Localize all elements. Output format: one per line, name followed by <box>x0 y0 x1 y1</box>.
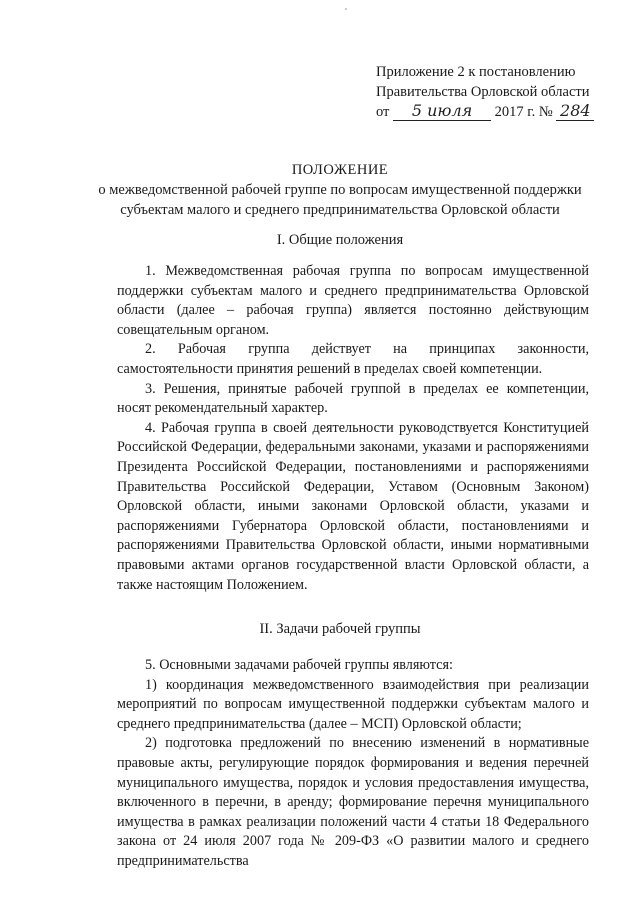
section1-heading: I. Общие положения <box>276 232 404 248</box>
paragraph-3: 3. Решения, принятые рабочей группой в пределах ее компетенции, носят рекомендательный характер. <box>117 380 589 417</box>
scan-speck <box>345 8 347 10</box>
section2-body <box>117 656 589 872</box>
title-heading: ПОЛОЖЕНИЕ <box>291 162 389 178</box>
appendix-year: 2017 г. № <box>494 104 553 120</box>
handwritten-date: 5 июля <box>393 103 491 121</box>
appendix-from: от <box>376 104 390 120</box>
list-item-2: 2) подготовка предложений по внесению изменений в нормативные правовые акты, регулирующие порядок формирования и ведения перечней муниципального имущества, порядок и условия предоставления имущества, включенного в перечни, в аренду; формирование перечня муниципального имущества в рамках реализации положений части 4 статьи 18 Федерального закона от 24 июля 2007 года № 209-ФЗ «О развитии малого и среднего предпринимательства <box>117 735 589 869</box>
paragraph-1: 1. Межведомственная рабочая группа по вопросам имущественной поддержки субъектам малого и среднего предпринимательства Орловской области (далее – рабочая группа) является постоянно действующим совещательным органом. <box>117 263 589 338</box>
document-title <box>80 160 600 220</box>
list-item-1: 1) координация межведомственного взаимодействия при реализации мероприятий по вопросам имущественной поддержки субъектам малого и среднего предпринимательства (далее – МСП) Орловской области; <box>117 676 589 732</box>
paragraph-4: 4. Рабочая группа в своей деятельности руководствуется Конституцией Российской Федерации, федеральными законами, указами и распоряжениями Президента Российской Федерации, постановлениями и распоряжениями Правительства Российской Федерации, Уставом (Основным Законом) Орловской области, иными законами Орловской области, указами и распоряжениями Губернатора Орловской области, постановлениями и распоряжениями Правительства Орловской области, иными нормативными правовыми актами органов государственной власти Орловской области, а также настоящим Положением. <box>117 419 589 593</box>
title-line2: субъектам малого и среднего предпринимательства Орловской области <box>120 202 560 218</box>
section1-body <box>117 262 589 595</box>
appendix-date-line <box>376 102 616 122</box>
appendix-header <box>376 62 616 122</box>
section2-heading: II. Задачи рабочей группы <box>259 621 421 637</box>
paragraph-2: 2. Рабочая группа действует на принципах законности, самостоятельности принятия решений в пределах своей компетенции. <box>117 341 589 377</box>
handwritten-number: 284 <box>556 103 594 121</box>
title-line1: о межведомственной рабочей группе по вопросам имущественной поддержки <box>98 182 582 198</box>
paragraph-5: 5. Основными задачами рабочей группы являются: <box>145 657 453 673</box>
appendix-line1: Приложение 2 к постановлению <box>376 64 576 80</box>
appendix-line2: Правительства Орловской области <box>376 84 590 100</box>
